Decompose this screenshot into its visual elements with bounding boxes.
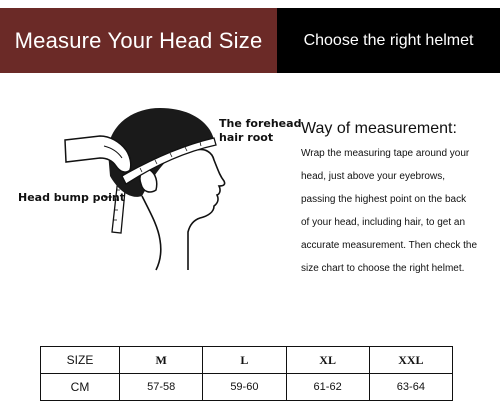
cm-cell: 57-58 — [120, 374, 203, 401]
neck-back-outline — [142, 196, 161, 270]
measurement-title: Way of measurement: — [301, 120, 457, 137]
head-bump-point-label: Head bump point — [18, 191, 125, 204]
row-header-cm: CM — [41, 374, 120, 401]
instruction-line: size chart to choose the right helmet. — [301, 263, 465, 274]
forehead-label-line2: hair root — [219, 131, 274, 144]
instruction-line: Wrap the measuring tape around your — [301, 148, 470, 159]
table-row-size — [41, 347, 453, 374]
row-header-size: SIZE — [41, 347, 120, 374]
cm-cell: 59-60 — [203, 374, 286, 401]
size-cell: XL — [286, 347, 369, 374]
header-banner — [0, 8, 500, 73]
instruction-line: of your head, including hair, to get an — [301, 217, 466, 228]
head-outline — [188, 149, 225, 270]
banner-title-measure: Measure Your Head Size — [0, 8, 277, 73]
banner-title-choose: Choose the right helmet — [277, 8, 500, 73]
measurement-instructions — [301, 142, 493, 280]
cm-cell: 63-64 — [369, 374, 452, 401]
size-cell: XXL — [369, 347, 452, 374]
size-cell: L — [203, 347, 286, 374]
cm-cell: 61-62 — [286, 374, 369, 401]
instruction-line: head, just above your eyebrows, — [301, 171, 445, 182]
table-row-cm — [41, 374, 453, 401]
instruction-line: accurate measurement. Then check the — [301, 240, 478, 251]
forehead-hair-root-label — [219, 117, 301, 145]
forehead-label-line1: The forehead — [219, 117, 302, 130]
size-chart-table — [40, 346, 453, 401]
size-cell: M — [120, 347, 203, 374]
instruction-line: passing the highest point on the back — [301, 194, 467, 205]
